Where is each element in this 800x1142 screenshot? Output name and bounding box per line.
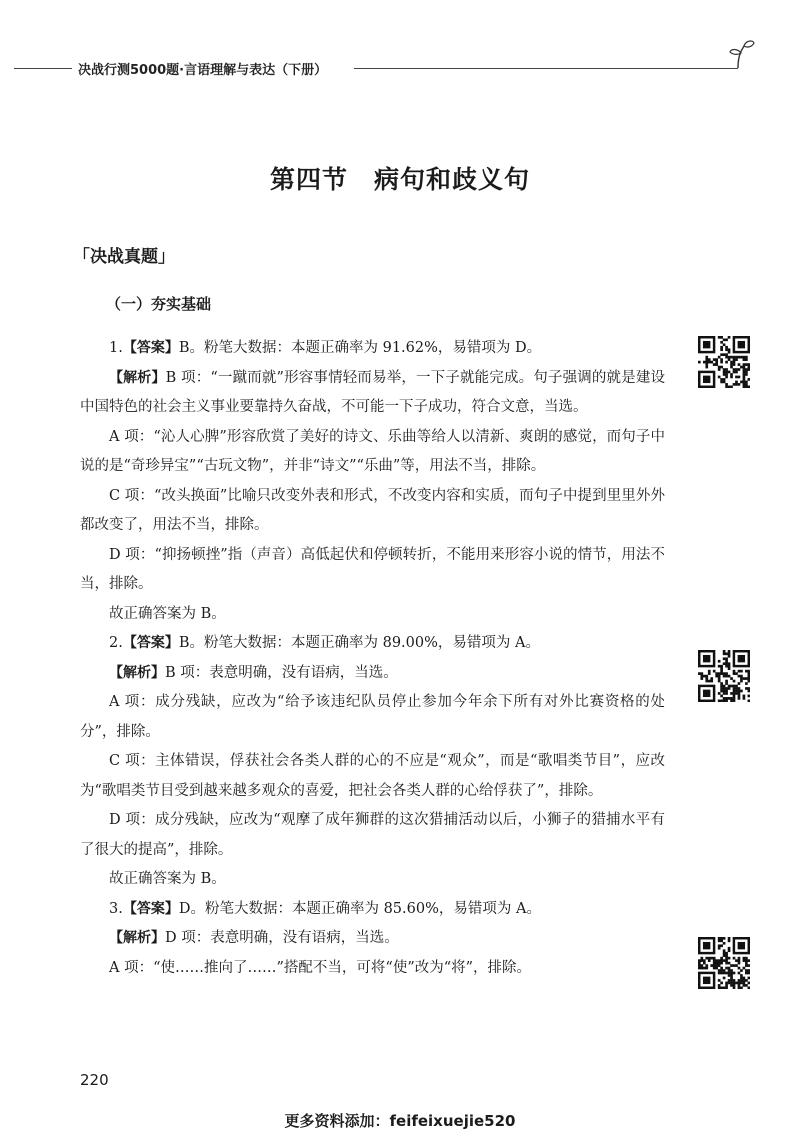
explanation-paragraph bbox=[80, 954, 665, 984]
paragraph-text: A 项：“使……推向了……”搭配不当，可将“使”改为“将”，排除。 bbox=[109, 959, 532, 976]
explanation-paragraph bbox=[80, 600, 665, 630]
explanation-paragraph bbox=[80, 629, 665, 659]
explanation-paragraph bbox=[80, 482, 665, 541]
paragraph-text: D 项：成分残缺，应改为“观摩了成年狮群的这次猎捕活动以后，小狮子的猎捕水平有了很大的提高”，排除。 bbox=[80, 812, 665, 858]
question-number: 3. bbox=[109, 900, 123, 917]
paragraph-text: C 项：主体错误，俘获社会各类人群的心的不应是“观众”，而是“歌唱类节目”，应改为“歌唱类节目受到越来越多观众的喜爱，把社会各类人群的心给俘获了”，排除。 bbox=[80, 753, 665, 799]
qr-code-icon bbox=[698, 650, 750, 702]
explanation-paragraph bbox=[80, 895, 665, 925]
paragraph-text: B 项：“一蹴而就”形容事情轻而易举，一下子就能完成。句子强调的就是建设中国特色的社会主义事业要靠持久奋战，不可能一下子成功，符合文意，当选。 bbox=[80, 369, 665, 415]
explanation-paragraph bbox=[80, 364, 665, 423]
paragraph-text: C 项：“改头换面”比喻只改变外表和形式，不改变内容和实质，而句子中提到里里外外都改变了，用法不当，排除。 bbox=[80, 487, 665, 533]
sprout-icon bbox=[728, 38, 756, 74]
explanation-paragraph bbox=[80, 334, 665, 364]
footer-note: 更多资料添加：feifeixuejie520 bbox=[284, 1112, 516, 1130]
question-number: 1. bbox=[109, 340, 123, 356]
paragraph-tag: 【答案】 bbox=[122, 340, 179, 356]
explanation-paragraph bbox=[80, 688, 665, 747]
section-title: 第四节 病句和歧义句 bbox=[269, 165, 530, 194]
paragraph-tag: 【解析】 bbox=[109, 664, 165, 681]
paragraph-text: B 项：表意明确，没有语病，当选。 bbox=[165, 664, 398, 681]
header-rule-right bbox=[354, 68, 738, 69]
paragraph-text: D 项：“抑扬顿挫”指（声音）高低起伏和停顿转折，不能用来形容小说的情节，用法不当，排除。 bbox=[80, 546, 665, 592]
answer-explanations bbox=[80, 334, 665, 983]
section-heading: 「决战真题」 bbox=[73, 247, 175, 267]
paragraph-tag: 【解析】 bbox=[109, 369, 166, 386]
header-rule-left bbox=[14, 68, 72, 69]
paragraph-tag: 【解析】 bbox=[109, 930, 165, 946]
explanation-paragraph bbox=[80, 806, 665, 865]
explanation-paragraph bbox=[80, 747, 665, 806]
qr-code-icon bbox=[698, 336, 750, 388]
paragraph-tag: 【答案】 bbox=[122, 635, 179, 651]
explanation-paragraph bbox=[80, 541, 665, 600]
paragraph-text: B。粉笔大数据：本题正确率为 91.62%，易错项为 D。 bbox=[178, 340, 542, 356]
page-number: 220 bbox=[80, 1071, 109, 1089]
paragraph-text: A 项：成分残缺，应改为“给予该违纪队员停止参加今年余下所有对外比赛资格的处分”，排除。 bbox=[80, 694, 665, 740]
paragraph-text: 故正确答案为 B。 bbox=[109, 871, 226, 887]
explanation-paragraph bbox=[80, 865, 665, 895]
paragraph-text: A 项：“沁人心脾”形容欣赏了美好的诗文、乐曲等给人以清新、爽朗的感觉，而句子中说的是“奇珍异宝”“古玩文物”，并非“诗文”“乐曲”等，用法不当，排除。 bbox=[80, 428, 665, 474]
paragraph-text: B。粉笔大数据：本题正确率为 89.00%，易错项为 A。 bbox=[178, 635, 540, 651]
paragraph-text: 故正确答案为 B。 bbox=[109, 605, 226, 622]
paragraph-text: D 项：表意明确，没有语病，当选。 bbox=[165, 930, 399, 946]
explanation-paragraph bbox=[80, 423, 665, 482]
paragraph-text: D。粉笔大数据：本题正确率为 85.60%，易错项为 A。 bbox=[178, 900, 541, 917]
explanation-paragraph bbox=[80, 924, 665, 954]
subsection-heading: （一）夯实基础 bbox=[106, 295, 212, 313]
qr-code-icon bbox=[698, 937, 750, 989]
question-number: 2. bbox=[109, 635, 123, 651]
running-header-title: 决战行测5000题·言语理解与表达（下册） bbox=[78, 63, 328, 78]
explanation-paragraph bbox=[80, 659, 665, 689]
paragraph-tag: 【答案】 bbox=[122, 900, 179, 917]
